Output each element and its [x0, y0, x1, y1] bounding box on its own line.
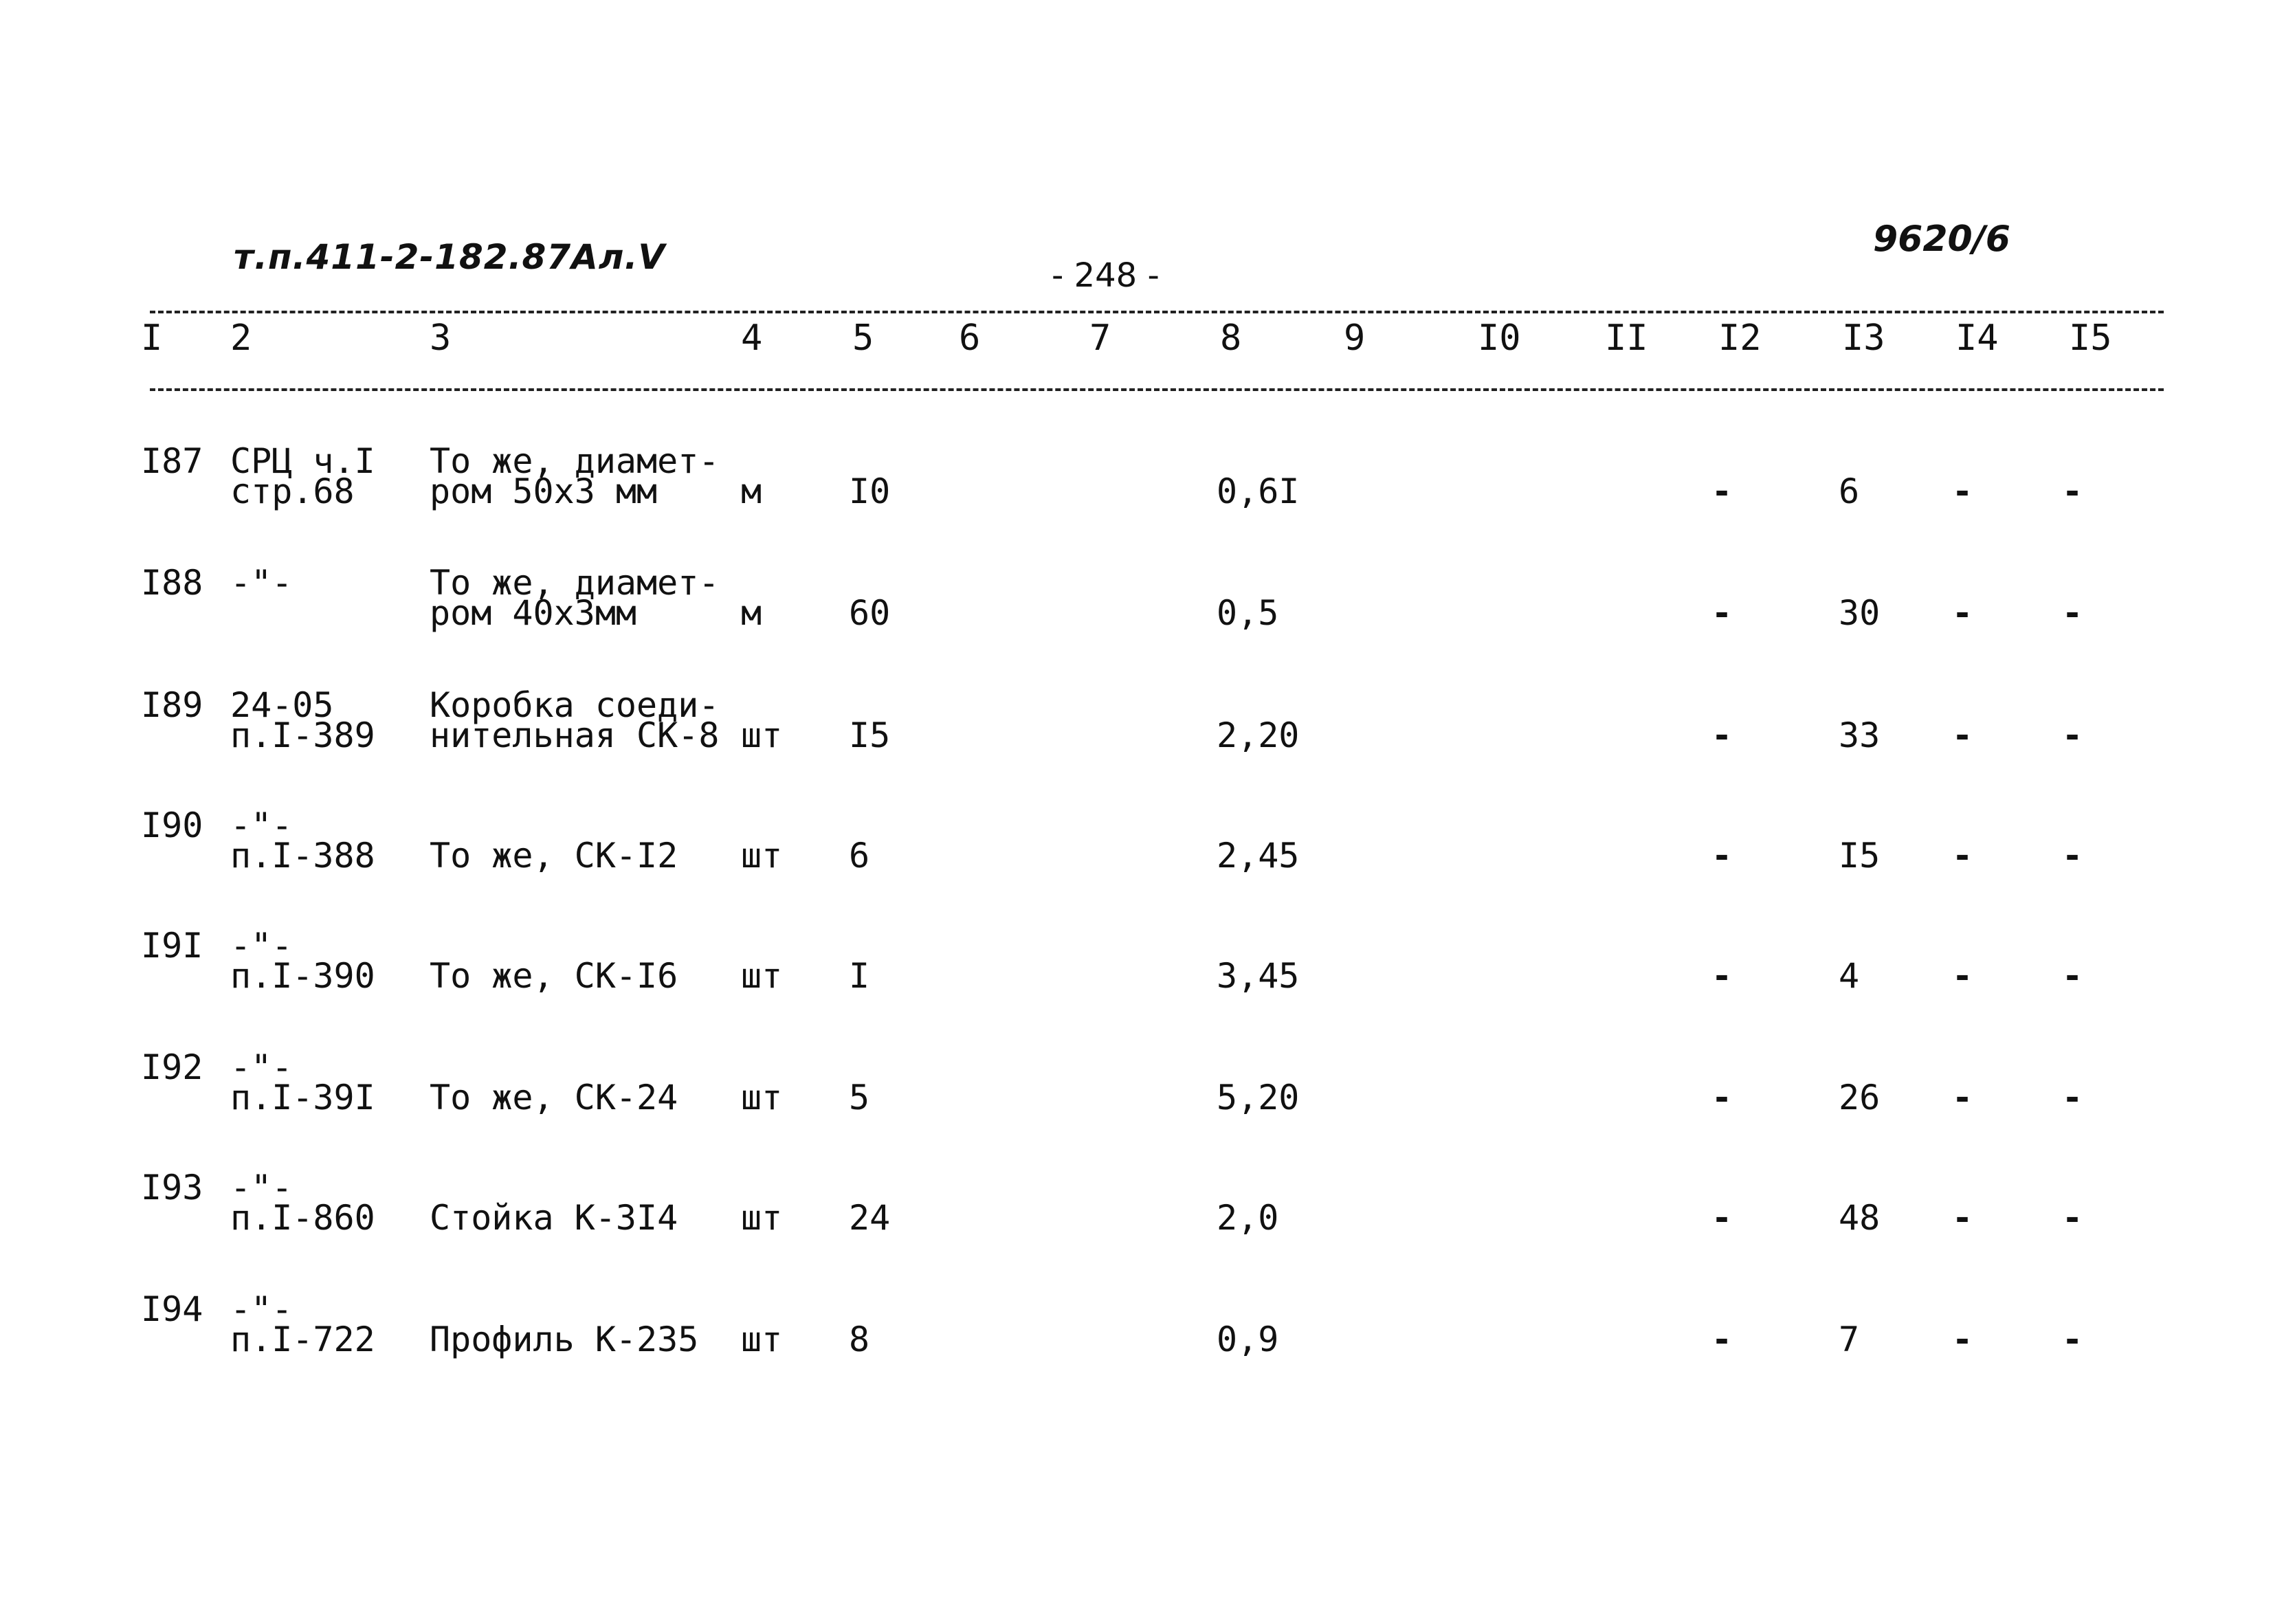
row-number: I88: [141, 563, 203, 603]
column-number: I0: [1478, 318, 1521, 359]
header-bottom-rule: [150, 388, 2164, 391]
unit: шт: [741, 956, 783, 996]
col-14-value: -: [1952, 715, 1973, 755]
unit-price: 0,6I: [1217, 471, 1300, 511]
unit: м: [741, 471, 762, 511]
col-13-value: 33: [1839, 715, 1881, 755]
row-number: I94: [141, 1289, 203, 1329]
reference-line-1: -"-: [230, 805, 293, 845]
reference-line-1: -"-: [230, 926, 293, 966]
description-line-2: То же, СК-I6: [430, 956, 678, 996]
unit-price: 2,0: [1217, 1198, 1279, 1238]
col-15-value: -: [2062, 1198, 2083, 1238]
column-number: 2: [230, 318, 252, 359]
reference-line-1: -"-: [230, 1289, 293, 1329]
quantity: I: [849, 956, 870, 996]
col-13-value: 30: [1839, 593, 1881, 633]
column-number: I3: [1842, 318, 1885, 359]
col-12-value: -: [1711, 1078, 1733, 1117]
col-13-value: 7: [1839, 1320, 1860, 1359]
header-top-rule: [150, 311, 2164, 313]
column-number: 4: [741, 318, 763, 359]
description-line-2: Стойка К-3I4: [430, 1198, 678, 1238]
reference-line-1: 24-05: [230, 685, 334, 725]
column-number: I2: [1718, 318, 1762, 359]
col-14-value: -: [1952, 836, 1973, 876]
col-14-value: -: [1952, 1320, 1973, 1359]
column-number: I5: [2069, 318, 2112, 359]
column-number: II: [1605, 318, 1648, 359]
unit-price: 3,45: [1217, 956, 1300, 996]
row-number: I89: [141, 685, 203, 725]
column-number: 5: [852, 318, 874, 359]
reference-line-1: -"-: [230, 1168, 293, 1208]
unit: шт: [741, 836, 783, 876]
reference-line-1: -"-: [230, 1047, 293, 1087]
description-line-1: То же, диамет-: [430, 563, 720, 603]
description-line-2: ром 40х3мм: [430, 593, 637, 633]
page-number: - 248 -: [1052, 256, 1160, 295]
col-14-value: -: [1952, 593, 1973, 633]
unit-price: 0,5: [1217, 593, 1279, 633]
col-14-value: -: [1952, 1198, 1973, 1238]
reference-line-2: п.I-860: [230, 1198, 375, 1238]
row-number: I90: [141, 805, 203, 845]
col-13-value: 48: [1839, 1198, 1881, 1238]
column-number: I4: [1955, 318, 1999, 359]
col-12-value: -: [1711, 593, 1733, 633]
unit-price: 0,9: [1217, 1320, 1279, 1359]
document-title: т.п.411-2-182.87Ал.V: [234, 237, 666, 277]
reference-line-2: п.I-388: [230, 836, 375, 876]
col-13-value: I5: [1839, 836, 1881, 876]
col-12-value: -: [1711, 471, 1733, 511]
col-15-value: -: [2062, 715, 2083, 755]
quantity: I5: [849, 715, 891, 755]
unit: шт: [741, 1198, 783, 1238]
unit: шт: [741, 715, 783, 755]
col-15-value: -: [2062, 836, 2083, 876]
unit: шт: [741, 1320, 783, 1359]
col-12-value: -: [1711, 956, 1733, 996]
description-line-1: То же, диамет-: [430, 441, 720, 481]
unit: шт: [741, 1078, 783, 1117]
col-15-value: -: [2062, 956, 2083, 996]
col-14-value: -: [1952, 956, 1973, 996]
reference-line-2: стр.68: [230, 471, 355, 511]
col-12-value: -: [1711, 1198, 1733, 1238]
col-13-value: 4: [1839, 956, 1860, 996]
col-12-value: -: [1711, 1320, 1733, 1359]
unit-price: 5,20: [1217, 1078, 1300, 1117]
column-number: 7: [1089, 318, 1111, 359]
unit: м: [741, 593, 762, 633]
reference-line-1: СРЦ ч.I: [230, 441, 375, 481]
quantity: 60: [849, 593, 891, 633]
col-15-value: -: [2062, 593, 2083, 633]
col-14-value: -: [1952, 471, 1973, 511]
col-15-value: -: [2062, 1320, 2083, 1359]
quantity: 5: [849, 1078, 870, 1117]
reference-line-2: п.I-39I: [230, 1078, 375, 1117]
row-number: I92: [141, 1047, 203, 1087]
column-number: 9: [1344, 318, 1366, 359]
col-15-value: -: [2062, 1078, 2083, 1117]
col-15-value: -: [2062, 471, 2083, 511]
col-12-value: -: [1711, 715, 1733, 755]
description-line-2: ром 50х3 мм: [430, 471, 658, 511]
column-number: 3: [430, 318, 452, 359]
column-number: 6: [959, 318, 981, 359]
quantity: 8: [849, 1320, 870, 1359]
quantity: I0: [849, 471, 891, 511]
col-13-value: 6: [1839, 471, 1860, 511]
reference-line-2: п.I-389: [230, 715, 375, 755]
row-number: I93: [141, 1168, 203, 1208]
quantity: 6: [849, 836, 870, 876]
reference-line-1: -"-: [230, 563, 293, 603]
quantity: 24: [849, 1198, 891, 1238]
reference-line-2: п.I-722: [230, 1320, 375, 1359]
col-14-value: -: [1952, 1078, 1973, 1117]
document-code: 9620/6: [1873, 219, 2010, 260]
description-line-2: То же, СК-24: [430, 1078, 678, 1117]
reference-line-2: п.I-390: [230, 956, 375, 996]
description-line-2: Профиль К-235: [430, 1320, 699, 1359]
column-number: I: [141, 318, 163, 359]
description-line-2: нительная СК-8: [430, 715, 720, 755]
col-12-value: -: [1711, 836, 1733, 876]
description-line-1: Коробка соеди-: [430, 685, 720, 725]
col-13-value: 26: [1839, 1078, 1881, 1117]
unit-price: 2,45: [1217, 836, 1300, 876]
description-line-2: То же, СК-I2: [430, 836, 678, 876]
row-number: I9I: [141, 926, 203, 966]
row-number: I87: [141, 441, 203, 481]
unit-price: 2,20: [1217, 715, 1300, 755]
column-number: 8: [1220, 318, 1242, 359]
